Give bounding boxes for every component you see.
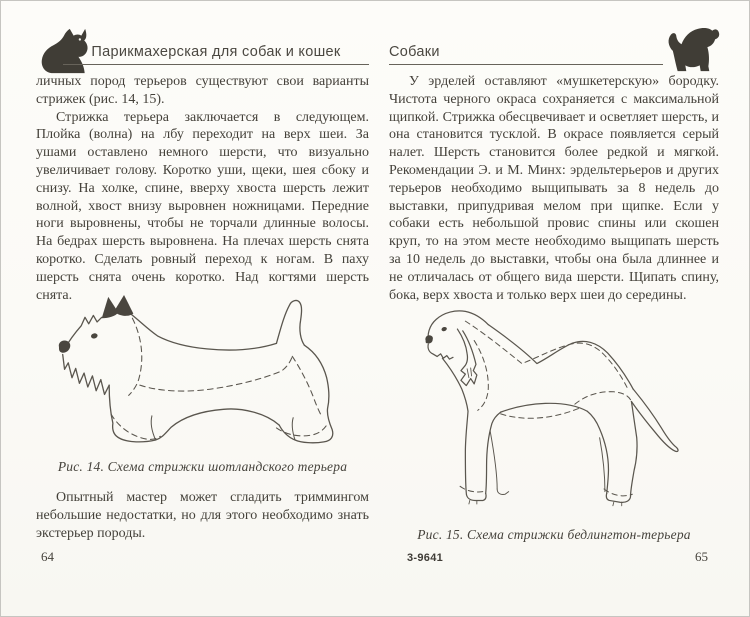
page-number-left: 64 — [41, 549, 54, 564]
terrier-outline — [63, 300, 333, 442]
paragraph: У эрделей оставляют «мушкетерскую» бородку. Чистота черного окраса сохраняется с максимальной щипкой. Стрижка обесцвечивает и осветляет шерсть, и она становится тусклой. В окрасе появляется серый налет. Шерсть становится более редкой и мягкой. Рекомендации Э. и М. Минх: эрдельтерьеров и других терьеров необходимо выщипывать за 8 недель до выставки, припудривая мелом при щипке. Если у собаки есть небольшой провис спины или скошен круп, то на этом месте необходимо выщипать шерсть за 10 недель до выставки, чтобы она была длиннее и не отличалась от общего вида шерсти. Щипать спину, бока, верх хвоста и только верх шеи до середины. — [389, 74, 719, 303]
paragraph: Опытный мастер может сгладить триммингом небольшие недостатки, но для этого необходимо знать экстерьер породы. — [36, 490, 369, 541]
running-head-right: Собаки — [389, 44, 663, 65]
figure-caption-14: Рис. 14. Схема стрижки шотландского терьера — [57, 459, 348, 474]
left-body-text — [36, 73, 369, 304]
page-number-right: 65 — [695, 549, 708, 564]
terrier-trim-lines — [111, 318, 327, 439]
cat-eye — [79, 38, 81, 40]
dog-icon — [665, 25, 721, 73]
scottish-terrier-figure — [40, 295, 367, 453]
bedlington-terrier-figure — [397, 307, 721, 519]
right-body-text — [389, 73, 719, 304]
paragraph: Стрижка терьера заключается в следующем. Плойка (волна) на лбу переходит на верх шеи. За ушами оставлено немного шерсти, что визуально увеличивает голову. Коротко уши, щеки, шея сбоку и снизу. На холке, спине, вверху хвоста шерсть лежит волной, хвост внизу выровнен ножницами. Передние ноги выровнены, чтобы не торчали длинные волосы. На бедрах шерсть выровнена. На плечах шерсть снята коротко. Сделать ровный переход к ногам. В паху шерсть снята очень коротко. Над когтями шерсть снята. — [36, 109, 369, 303]
signature-mark: 3-9641 — [407, 552, 444, 564]
running-head-left: Парикмахерская для собак и кошек — [63, 44, 369, 65]
bedlington-trim-lines — [460, 321, 632, 496]
terrier-dark-details — [59, 295, 134, 353]
paragraph: личных пород терьеров существуют свои варианты стрижек (рис. 14, 15). — [36, 74, 369, 107]
figure-caption-15: Рис. 15. Схема стрижки бедлингтон-терьера — [417, 527, 691, 542]
bedlington-outline — [428, 311, 678, 506]
